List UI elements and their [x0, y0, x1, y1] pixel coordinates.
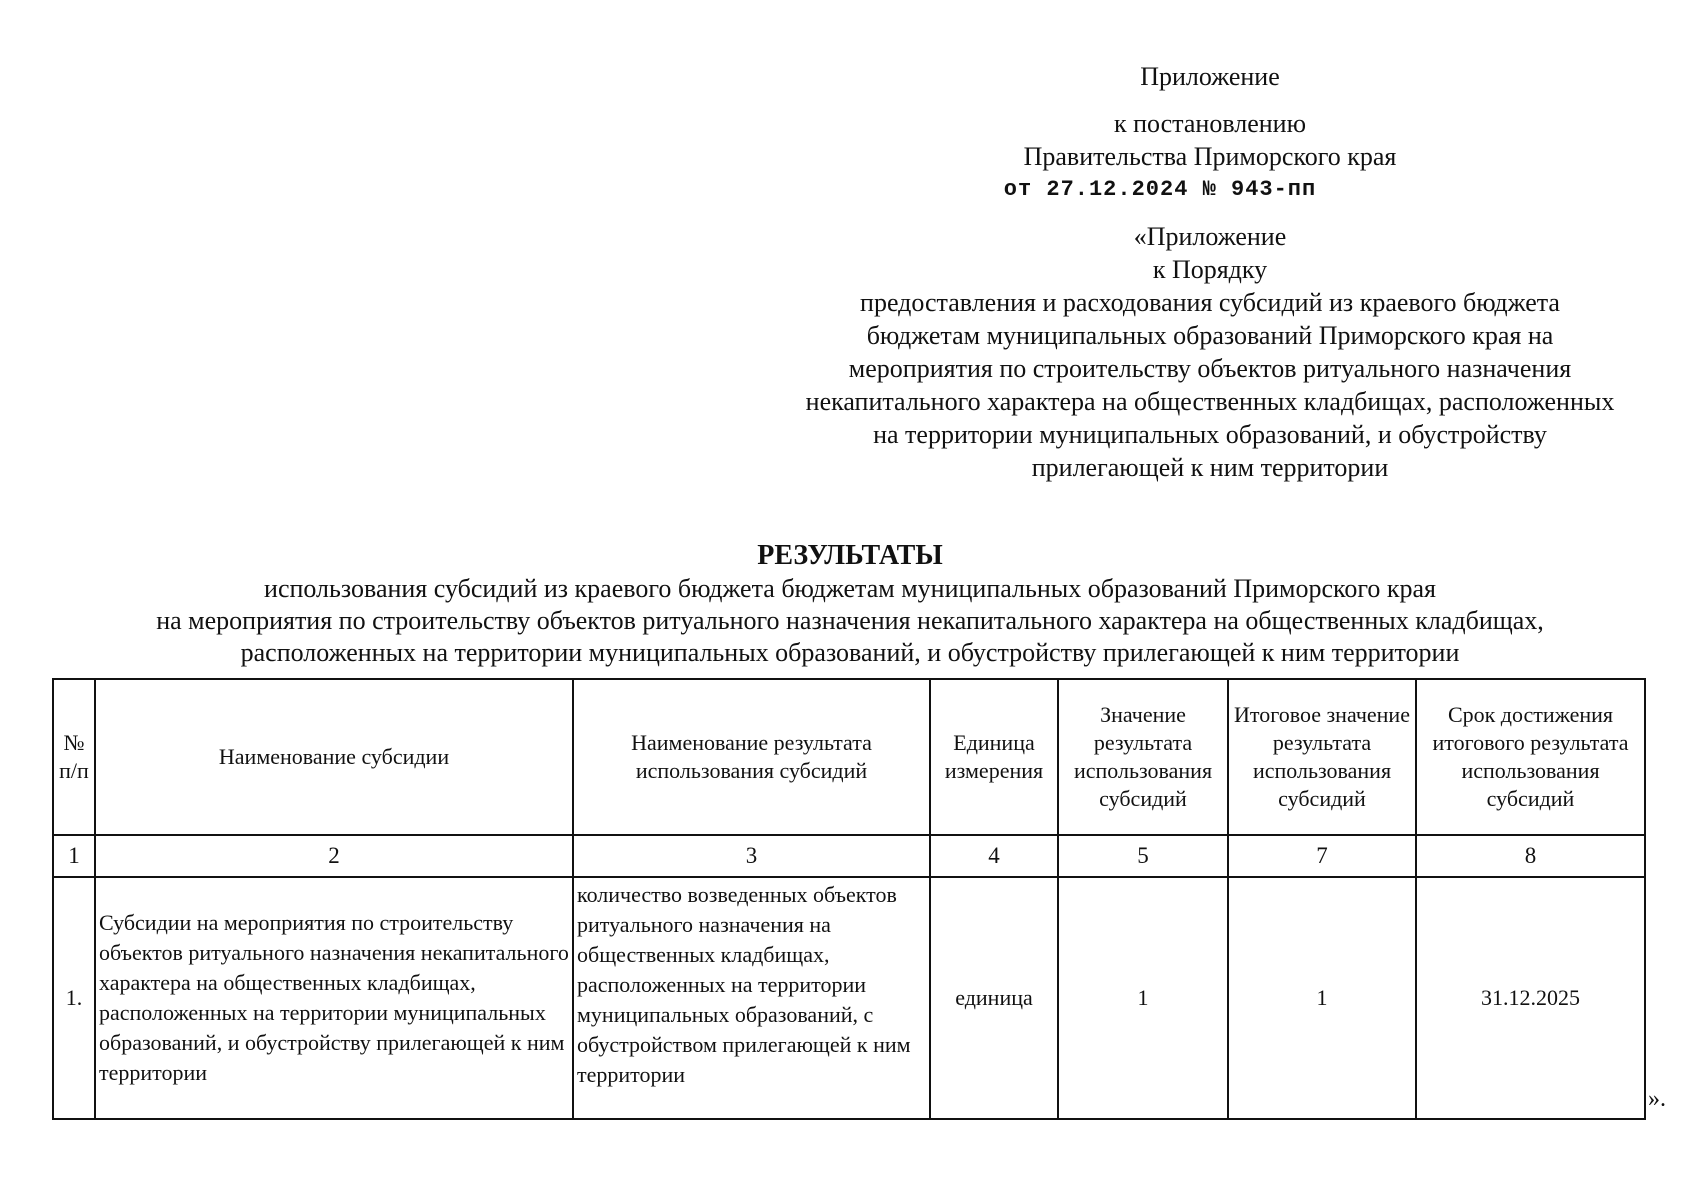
closing-quote-mark: ». [1648, 1086, 1666, 1112]
procedure-line: предоставления и расходования субсидий из краевого бюджета [860, 288, 1560, 317]
column-header-final-value: Итоговое значение результата использования субсидий [1228, 679, 1416, 835]
column-number: 1 [53, 835, 95, 877]
column-header-value: Значение результата использования субсидий [1058, 679, 1228, 835]
procedure-reference: к Порядку [1152, 255, 1268, 284]
title-line: расположенных на территории муниципальных образований, и обустройству прилегающей к ним территории [240, 638, 1460, 667]
resolution-reference: к постановлению [1113, 109, 1307, 138]
table-row [53, 877, 1645, 1119]
appendix-header [760, 60, 1660, 484]
procedure-line: некапитального характера на общественных кладбищах, расположенных [805, 387, 1615, 416]
inner-appendix-label: «Приложение [1133, 222, 1287, 251]
procedure-line: бюджетам муниципальных образований Приморского края на [866, 321, 1554, 350]
final-value-cell: 1 [1228, 877, 1416, 1119]
column-number: 8 [1416, 835, 1645, 877]
column-header-subsidy-name: Наименование субсидии [95, 679, 573, 835]
procedure-line: прилегающей к ним территории [1031, 453, 1389, 482]
column-header-deadline: Срок достижения итогового результата использования субсидий [1416, 679, 1645, 835]
column-number: 5 [1058, 835, 1228, 877]
subsidy-name-cell: Субсидии на мероприятия по строительству объектов ритуального назначения некапитального характера на общественных кладбищах, расположенных на территории муниципальных образований, и обустройству прилегающей к ним территории [95, 877, 573, 1119]
title-line: использования субсидий из краевого бюджета бюджетам муниципальных образований Приморского края [264, 574, 1436, 603]
column-number: 2 [95, 835, 573, 877]
column-header-number: № п/п [53, 679, 95, 835]
column-number-row [53, 835, 1645, 877]
column-header-result-name: Наименование результата использования субсидий [573, 679, 930, 835]
column-number: 3 [573, 835, 930, 877]
resolution-number-stamp: от 27.12.2024 № 943-пп [1003, 177, 1317, 202]
row-number: 1. [53, 877, 95, 1119]
procedure-line: мероприятия по строительству объектов ритуального назначения [848, 354, 1572, 383]
title-line: на мероприятия по строительству объектов ритуального назначения некапитального характера на общественных кладбищах, [156, 606, 1544, 635]
column-header-unit: Единица измерения [930, 679, 1058, 835]
unit-cell: единица [930, 877, 1058, 1119]
result-name-cell: количество возведенных объектов ритуального назначения на общественных кладбищах, расположенных на территории муниципальных образований, с обустройством прилегающей к ним территории [573, 877, 930, 1119]
table-header-row [53, 679, 1645, 835]
appendix-label: Приложение [1140, 62, 1280, 91]
document-title: РЕЗУЛЬТАТЫ [757, 540, 943, 571]
deadline-cell: 31.12.2025 [1416, 877, 1645, 1119]
column-number: 7 [1228, 835, 1416, 877]
document-title-block [50, 540, 1650, 669]
value-cell: 1 [1058, 877, 1228, 1119]
procedure-line: на территории муниципальных образований, и обустройству [873, 420, 1547, 449]
results-table [52, 678, 1646, 1120]
column-number: 4 [930, 835, 1058, 877]
government-name: Правительства Приморского края [1023, 142, 1397, 171]
